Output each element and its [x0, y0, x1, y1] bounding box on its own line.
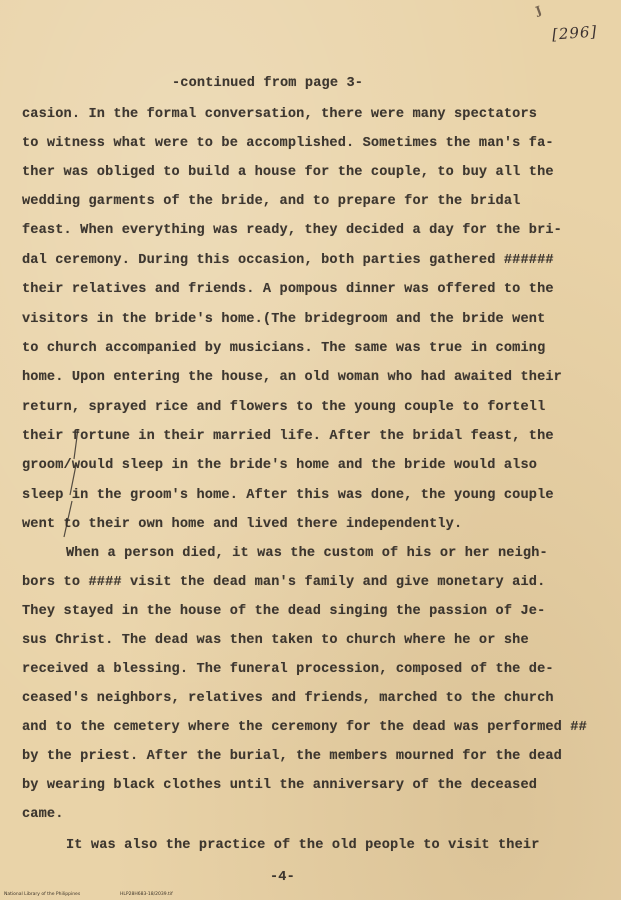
text-line: It was also the practice of the old people to visit their [66, 838, 540, 853]
text-line: When a person died, it was the custom of his or her neigh- [66, 546, 548, 561]
text-line: by the priest. After the burial, the members mourned for the dead [22, 749, 562, 764]
text-line: visitors in the bride's home.(The bridegroom and the bride went [22, 312, 546, 327]
footer-credit: National Library of the Philippines [4, 892, 81, 897]
text-line: home. Upon entering the house, an old woman who had awaited their [22, 370, 562, 385]
text-line: dal ceremony. During this occasion, both parties gathered ###### [22, 253, 554, 268]
text-line: wedding garments of the bride, and to prepare for the bridal [22, 194, 521, 209]
handwritten-slash-mark [60, 425, 84, 545]
archive-number: [296] [551, 22, 598, 44]
page-number: -4- [270, 870, 295, 885]
text-line: went to their own home and lived there independently. [22, 517, 463, 532]
text-line: ther was obliged to build a house for the couple, to buy all the [22, 165, 554, 180]
text-line: sleep in the groom's home. After this was done, the young couple [22, 488, 554, 503]
text-line: to witness what were to be accomplished. Sometimes the man's fa- [22, 136, 554, 151]
text-line: groom/would sleep in the bride's home and the bride would also [22, 458, 538, 473]
text-line: ceased's neighbors, relatives and friends, marched to the church [22, 691, 554, 706]
text-line: feast. When everything was ready, they decided a day for the bri- [22, 223, 562, 238]
text-line: by wearing black clothes until the anniversary of the deceased [22, 778, 538, 793]
text-line: bors to #### visit the dead man's family and give monetary aid. [22, 575, 546, 590]
text-line: and to the cemetery where the ceremony for the dead was performed ## [22, 720, 587, 735]
text-line: their fortune in their married life. After the bridal feast, the [22, 429, 554, 444]
text-line: casion. In the formal conversation, there were many spectators [22, 107, 538, 122]
footer-file-id: HLP28H683-18/2039.tif [120, 892, 173, 897]
text-line: came. [22, 807, 64, 822]
text-line: received a blessing. The funeral procession, composed of the de- [22, 662, 554, 677]
text-line: to church accompanied by musicians. The same was true in coming [22, 341, 546, 356]
text-line: They stayed in the house of the dead singing the passion of Je- [22, 604, 546, 619]
text-line: sus Christ. The dead was then taken to church where he or she [22, 633, 529, 648]
pencil-mark: J [533, 3, 544, 18]
text-line: return, sprayed rice and flowers to the young couple to fortell [22, 400, 546, 415]
continued-header: -continued from page 3- [172, 76, 364, 91]
text-line: their relatives and friends. A pompous dinner was offered to the [22, 282, 554, 297]
